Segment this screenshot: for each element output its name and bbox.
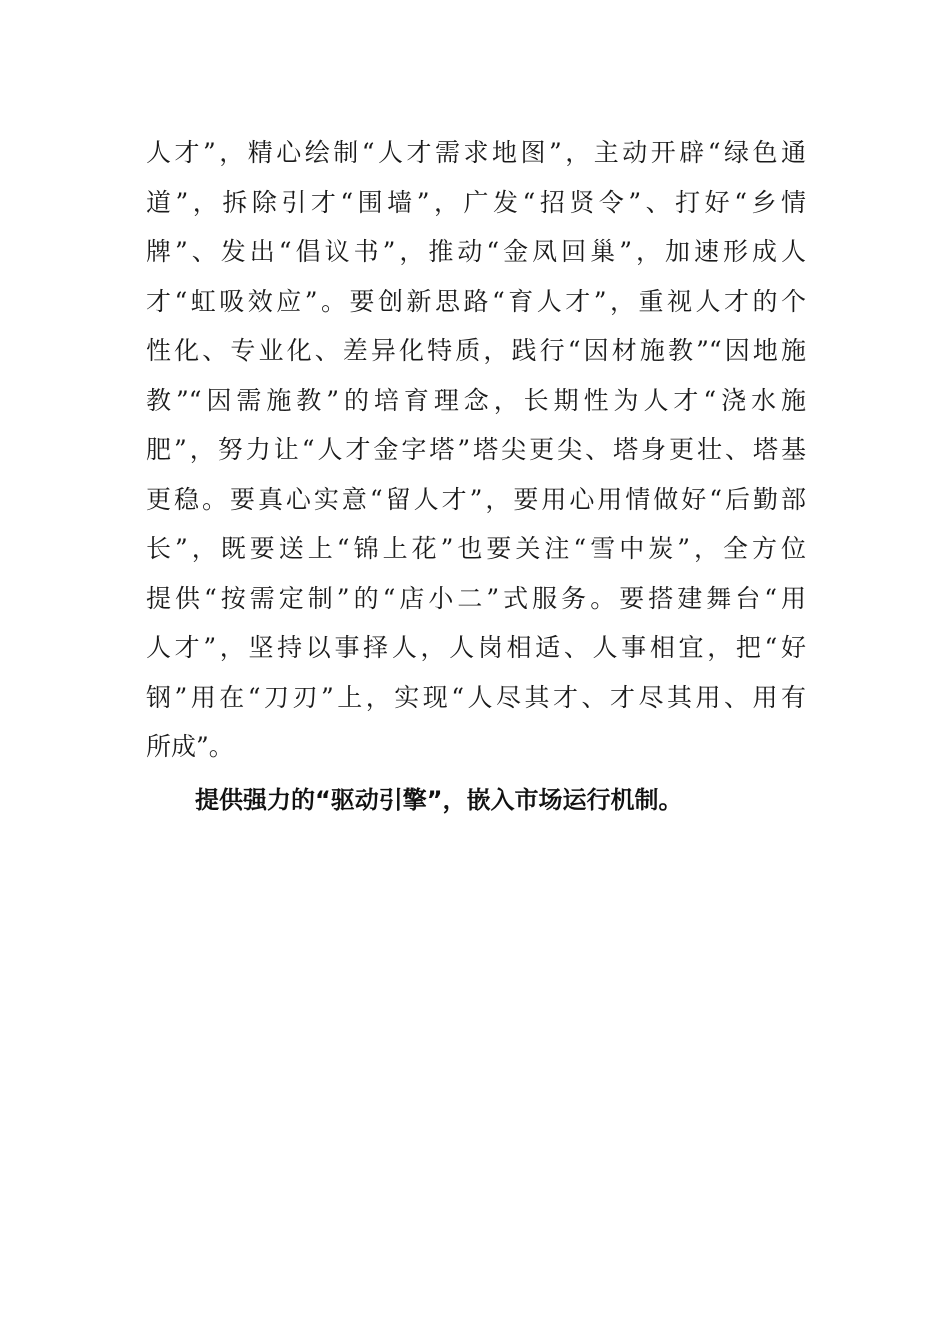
paragraph-line: 人才”，精心绘制“人才需求地图”，主动开辟“绿色通 [146, 138, 806, 167]
paragraph-line: 才“虹吸效应”。要创新思路“育人才”，重视人才的个 [146, 286, 806, 316]
paragraph-line: 所成”。 [146, 732, 234, 761]
section-heading: 提供强力的“驱动引擎”，嵌入市场运行机制。 [195, 786, 683, 814]
body-paragraph [146, 128, 806, 772]
paragraph-line: 教”“因需施教”的培育理念，长期性为人才“浇水施 [146, 385, 806, 415]
paragraph-line: 更稳。要真心实意“留人才”，要用心用情做好“后勤部 [146, 484, 806, 514]
paragraph-line: 钢”用在“刀刃”上，实现“人尽其才、才尽其用、用有 [146, 682, 806, 712]
paragraph-line: 人才”，坚持以事择人，人岗相适、人事相宜，把“好 [146, 633, 806, 662]
paragraph-line: 长”，既要送上“锦上花”也要关注“雪中炭”，全方位 [146, 534, 806, 563]
paragraph-line: 肥”，努力让“人才金字塔”塔尖更尖、塔身更壮、塔基 [146, 435, 806, 464]
paragraph-line: 提供“按需定制”的“店小二”式服务。要搭建舞台“用 [146, 583, 806, 613]
paragraph-line: 道”，拆除引才“围墙”，广发“招贤令”、打好“乡情 [146, 187, 806, 217]
paragraph-line: 牌”、发出“倡议书”，推动“金凤回巢”，加速形成人 [146, 237, 806, 266]
paragraph-line: 性化、专业化、差异化特质，践行“因材施教”“因地施 [146, 336, 806, 365]
